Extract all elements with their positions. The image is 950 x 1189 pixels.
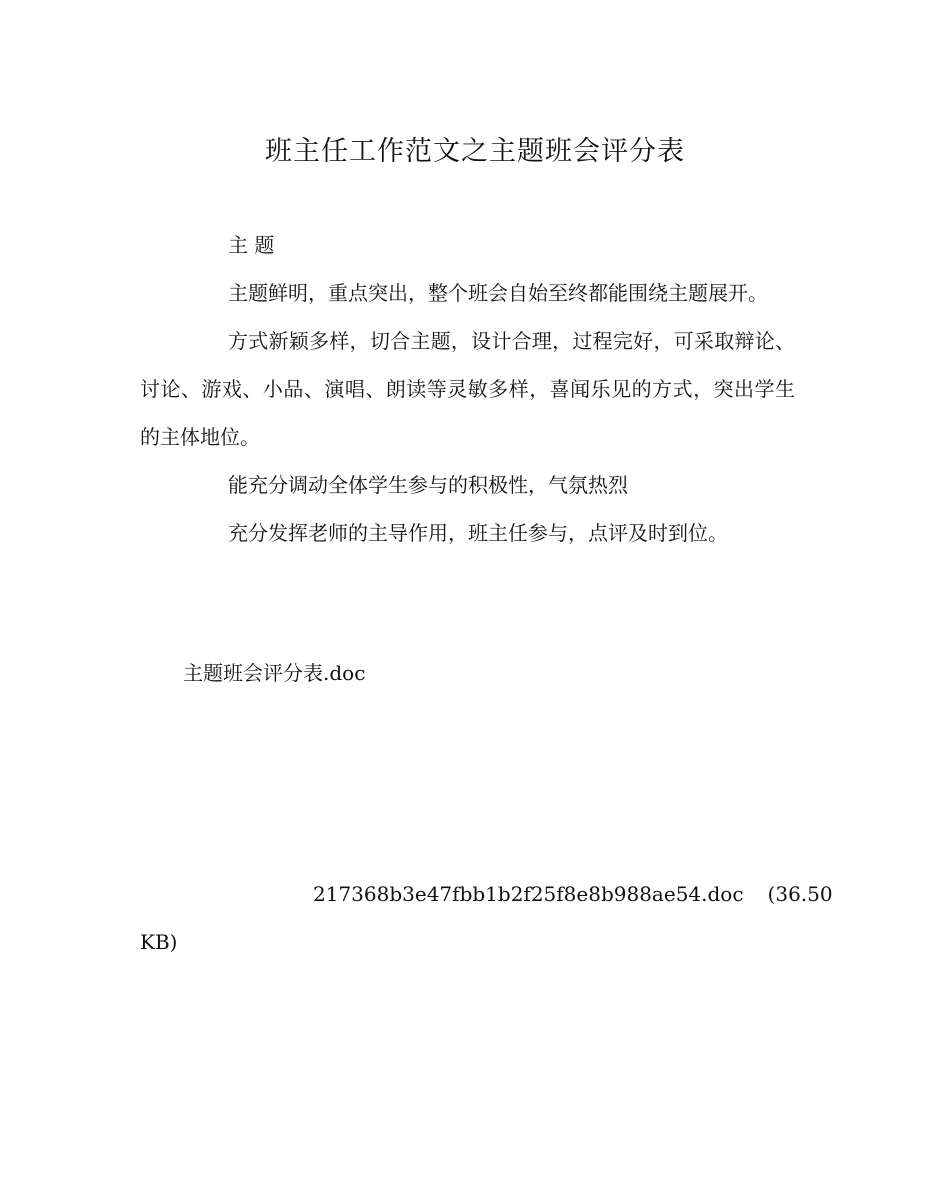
paragraph-1: 主题鲜明，重点突出，整个班会自始至终都能围绕主题展开。 (228, 281, 768, 305)
attachment-link[interactable]: 主题班会评分表.doc (183, 661, 366, 685)
paragraph-2: 方式新颖多样，切合主题，设计合理，过程完好，可采取辩论、讨论、游戏、小品、演唱、朗读等灵敏多样，喜闻乐见的方式，突出学生的主体地位。 (140, 329, 795, 449)
attachment-file-name[interactable]: 217368b3e47fbb1b2f25f8e8b988ae54.doc (313, 882, 744, 906)
attachment-file-info (140, 870, 833, 966)
document-body (140, 221, 795, 557)
paragraph-3: 能充分调动全体学生参与的积极性，气氛热烈 (228, 473, 628, 497)
document-title: 班主任工作范文之主题班会评分表 (265, 136, 685, 167)
attachment-file-size: (36.50 (767, 882, 833, 906)
paragraph-4: 充分发挥老师的主导作用，班主任参与，点评及时到位。 (228, 521, 728, 545)
section-heading: 主 题 (228, 233, 275, 257)
attachment-file-size-unit: KB) (140, 930, 178, 954)
